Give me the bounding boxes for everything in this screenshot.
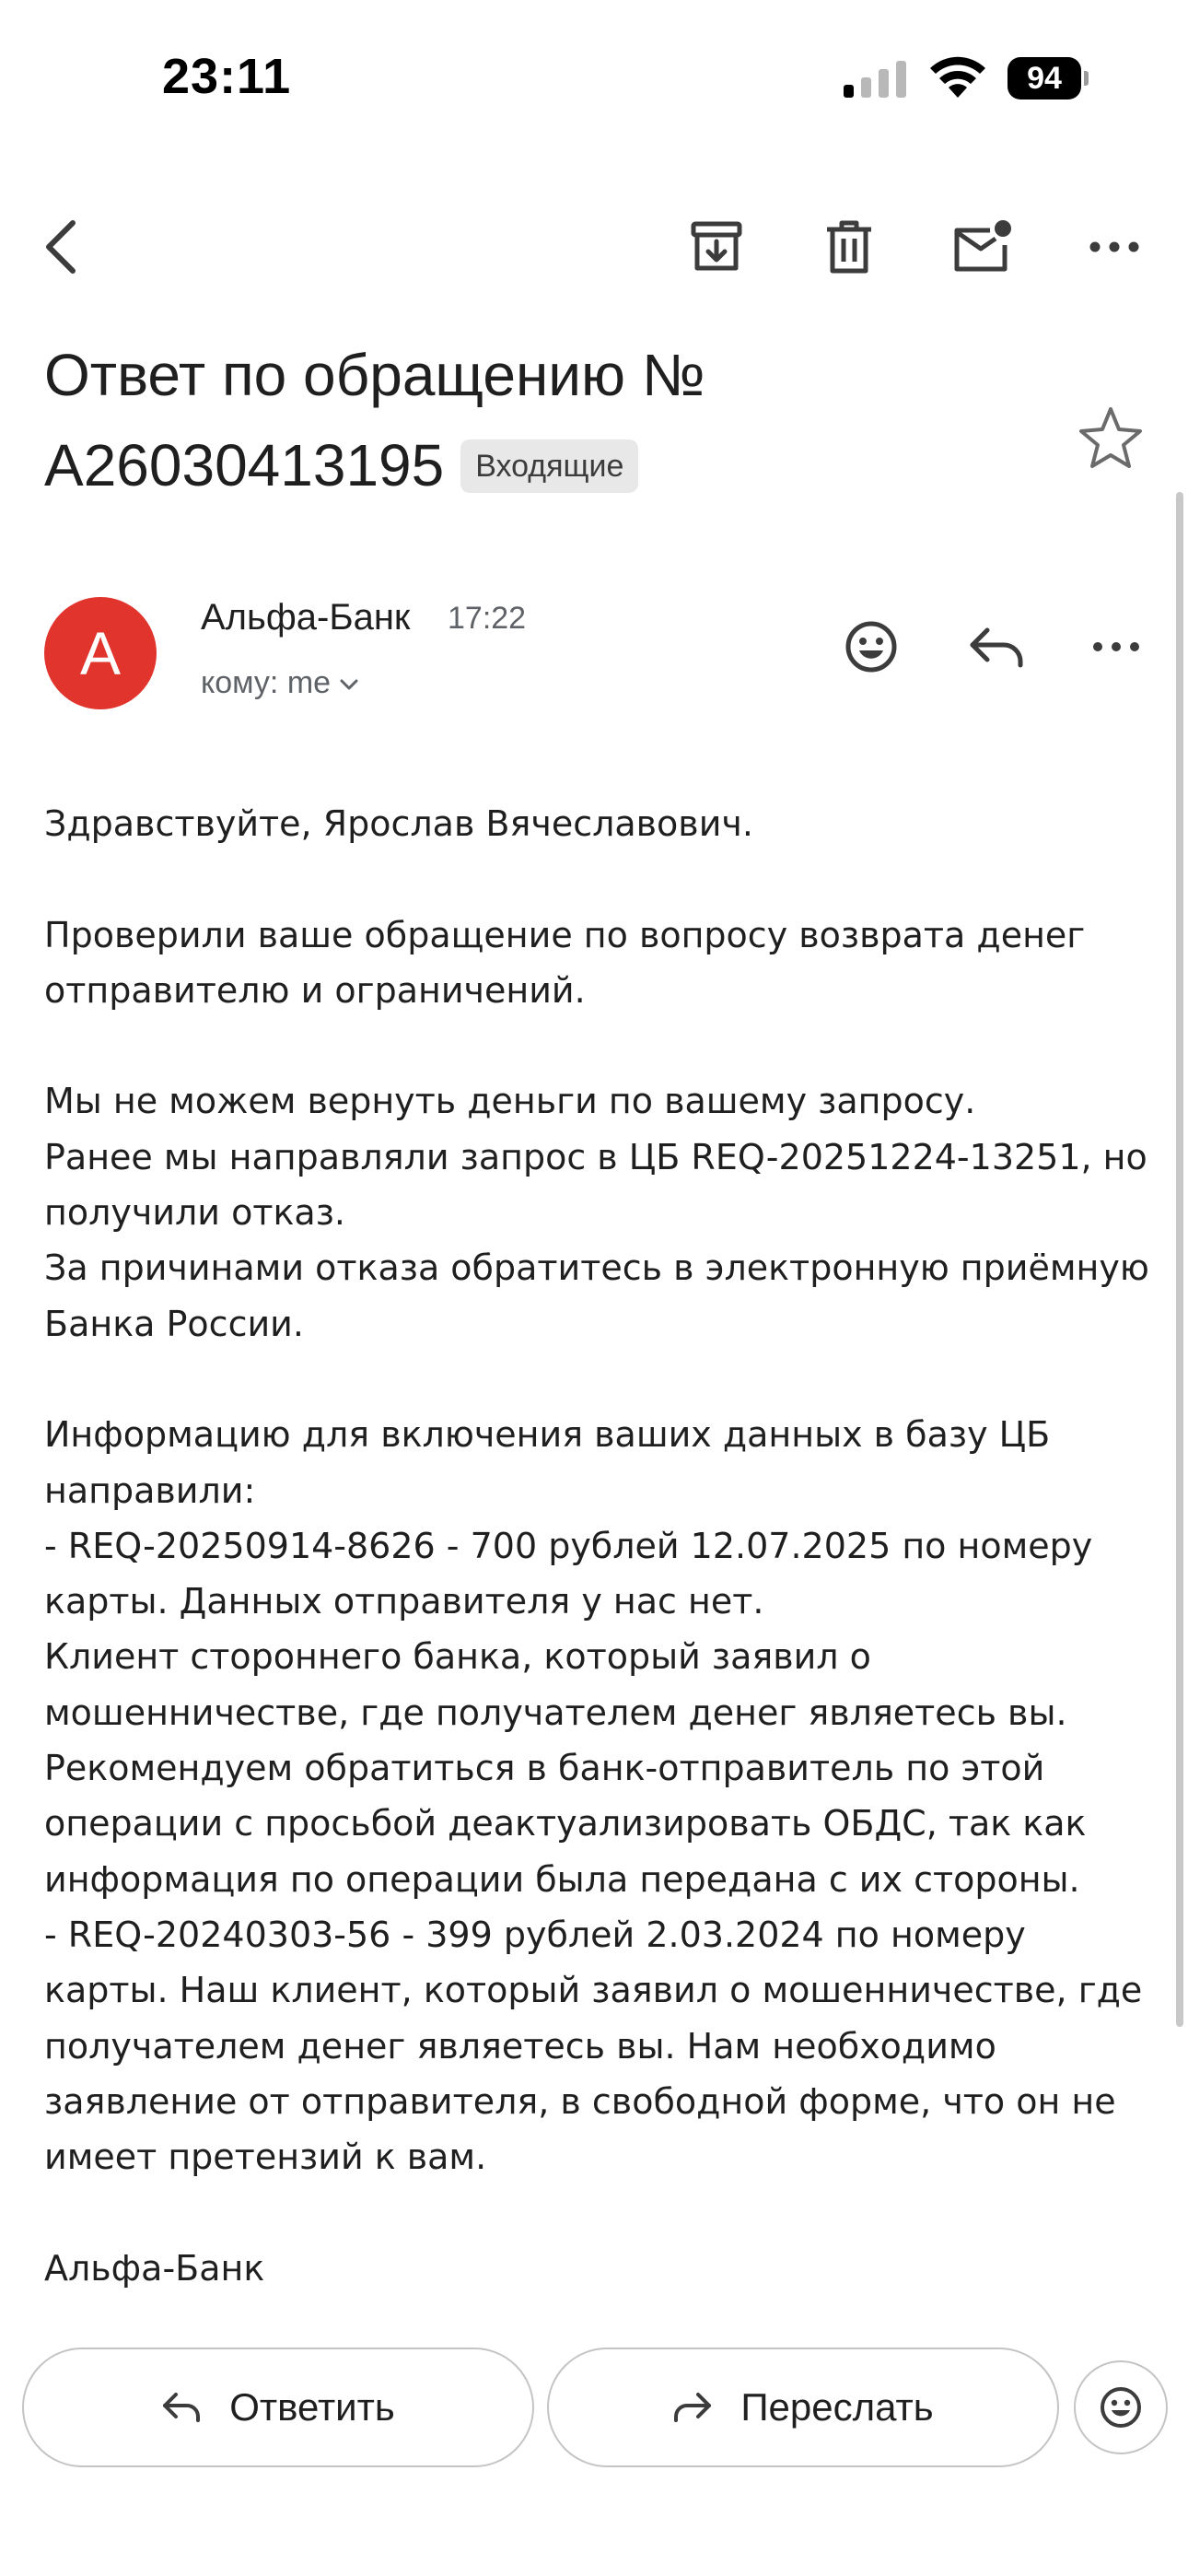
more-options-icon	[1089, 240, 1140, 253]
avatar[interactable]: А	[44, 597, 157, 709]
battery-tip	[1084, 71, 1089, 86]
react-emoji-button[interactable]	[1074, 2360, 1168, 2454]
inbox-label-chip[interactable]: Входящие	[460, 439, 638, 493]
more-options-button[interactable]	[1077, 210, 1151, 284]
back-button[interactable]	[24, 210, 98, 284]
archive-icon	[689, 219, 744, 275]
delete-button[interactable]	[812, 210, 886, 284]
star-icon[interactable]	[1076, 404, 1146, 474]
archive-button[interactable]	[680, 210, 753, 284]
email-subject	[44, 330, 1039, 510]
reply-icon-button[interactable]	[958, 608, 1035, 685]
wifi-icon	[928, 55, 987, 100]
sent-time: 17:22	[448, 601, 527, 636]
message-more-button[interactable]	[1077, 608, 1155, 685]
forward-icon	[672, 2391, 713, 2424]
battery-level: 94	[1007, 57, 1081, 100]
subject-text: Ответ по обращению № A26030413195	[44, 342, 705, 498]
emoji-icon	[1099, 2385, 1143, 2430]
reply-icon	[161, 2391, 202, 2424]
mark-unread-button[interactable]	[945, 210, 1019, 284]
mark-unread-icon	[951, 219, 1012, 275]
forward-button[interactable]	[547, 2348, 1059, 2467]
status-time: 23:11	[162, 49, 292, 104]
reply-label: Ответить	[229, 2385, 395, 2429]
sender-row	[0, 590, 1188, 728]
recipient-details[interactable]	[201, 665, 360, 701]
status-bar	[0, 0, 1188, 157]
more-options-icon	[1092, 640, 1140, 653]
battery-icon	[1007, 57, 1089, 100]
recipient-text: кому: me	[201, 665, 332, 700]
reply-actions-bar	[0, 2340, 1188, 2488]
sender-name[interactable]: Альфа-Банк	[201, 597, 411, 638]
reply-icon	[967, 625, 1026, 669]
chevron-down-icon	[338, 677, 360, 692]
back-arrow-icon	[38, 217, 84, 276]
emoji-icon	[844, 619, 899, 674]
trash-icon	[823, 218, 875, 275]
add-reaction-button[interactable]	[833, 608, 910, 685]
reply-button[interactable]	[22, 2348, 534, 2467]
signal-icon	[844, 61, 908, 98]
email-toolbar	[0, 184, 1188, 304]
forward-label: Переслать	[740, 2385, 934, 2429]
email-body: Здравствуйте, Ярослав Вячеславович. Проверили ваше обращение по вопросу возврата денег отправителю и ограничений. Мы не можем вернуть деньги по вашему запросу. Ранее мы направляли запрос в ЦБ REQ-20251224-13251, но получили отказ. За причинами отказа обратитесь в электронную приёмную Банка России. Информацию для включения ваших данных в базу ЦБ направили: - REQ-20250914-8626 - 700 рублей 12.07.2025 по номеру карты. Данных отправителя у нас нет. Клиент стороннего банка, который заявил о мошенничестве, где получателем денег являетесь вы. Рекомендуем обратиться в банк-отправитель по этой операции с просьбой деактуализировать ОБДС, так как информация по операции была передана с их стороны. - REQ-20240303-56 - 399 рублей 2.03.2024 по номеру карты. Наш клиент, который заявил о мошенничестве, где получателем денег являетесь вы. Нам необходимо заявление от отправителя, в свободной форме, что он не имеет претензий к вам. Альфа-Банк	[44, 803, 1149, 2289]
